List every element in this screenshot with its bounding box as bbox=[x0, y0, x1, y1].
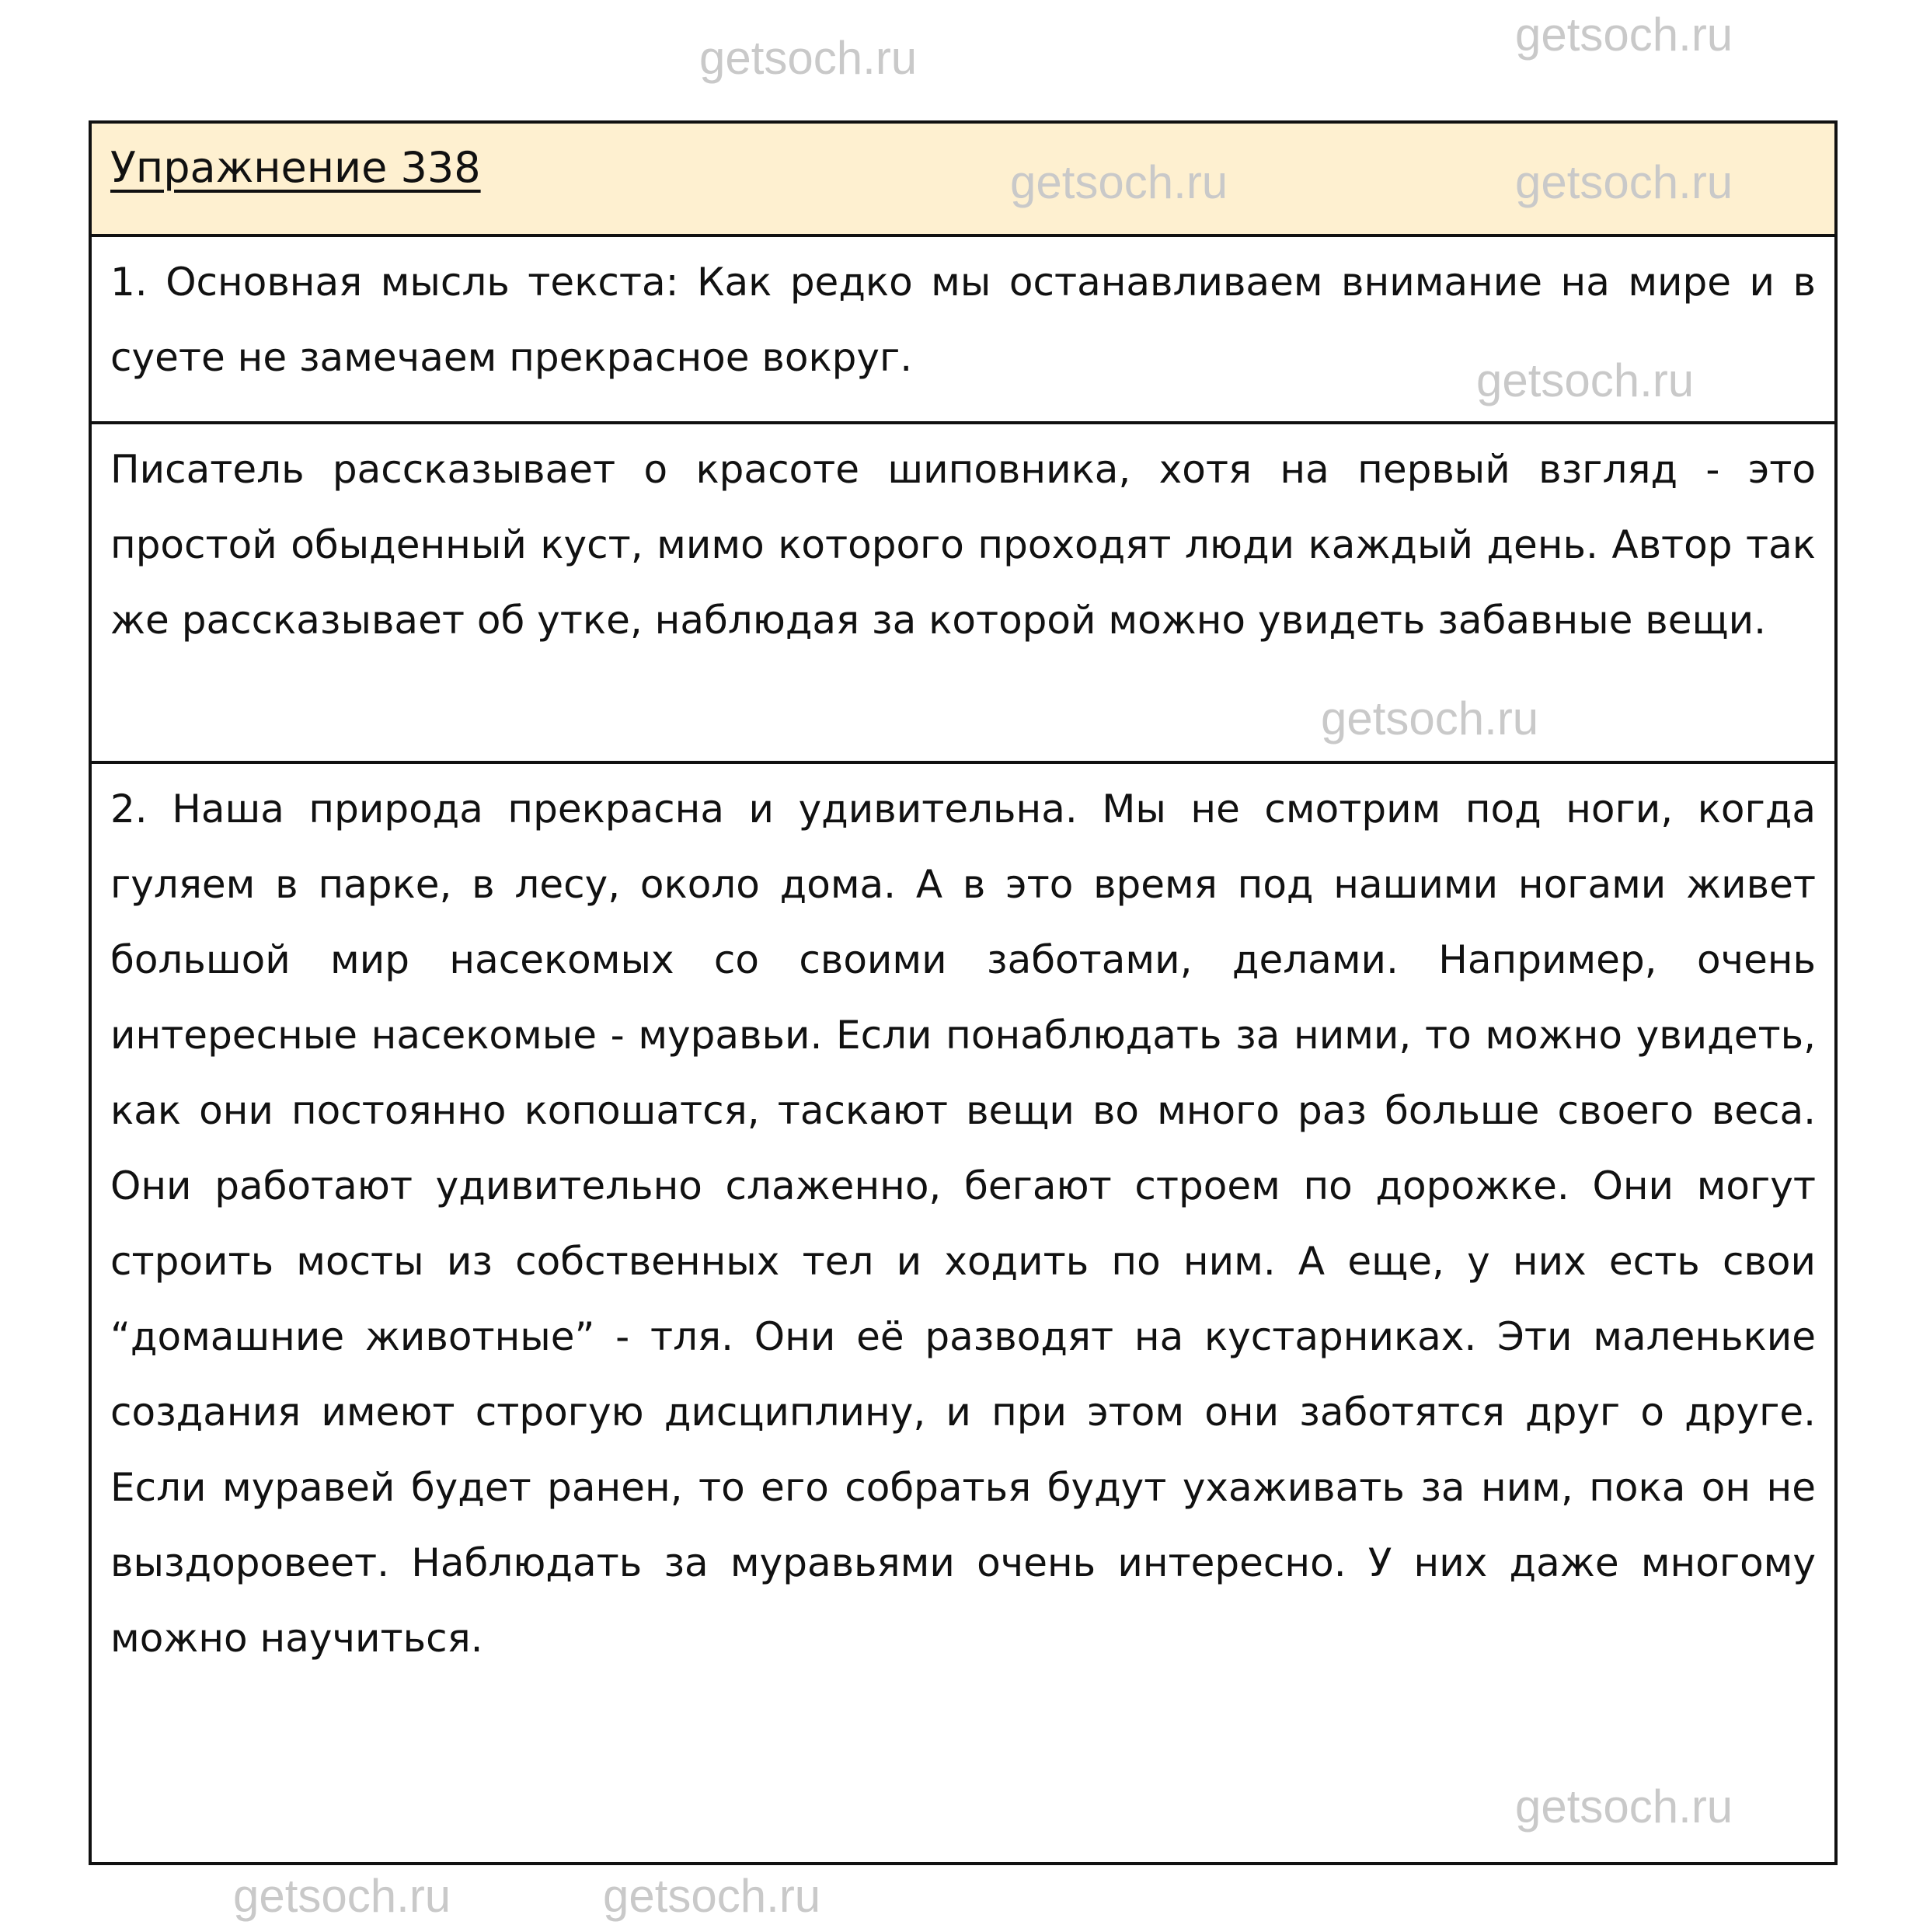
exercise-title: Упражнение 338 bbox=[110, 143, 481, 192]
watermark: getsoch.ru bbox=[1476, 354, 1695, 406]
answer-row-summary bbox=[92, 424, 1834, 764]
answer-text: 2. Наша природа прекрасна и удивительна. Мы не смотрим под ноги, когда гуляем в парке, в лесу, около дома. А в это время под нашими ногами живет большой мир насекомых со своими заботами, делами. Например, очень интересные насекомые - муравьи. Если понаблюдать за ними, то можно увидеть, как они постоянно копошатся, таскают вещи во много раз больше своего веса. Они работают удивительно слаженно, бегают строем по дорожке. Они могут строить мосты из собственных тел и ходить по ним. А еще, у них есть свои “домашние животные” - тля. Они её разводят на кустарниках. Эти маленькие создания имеют строгую дисциплину, и при этом они заботятся друг о друге. Если муравей будет ранен, то его собратья будут ухаживать за ним, пока он не выздоровеет. Наблюдать за муравьями очень интересно. У них даже многому можно научиться. bbox=[110, 786, 1816, 1661]
watermark: getsoch.ru bbox=[1010, 156, 1228, 208]
watermark: getsoch.ru bbox=[233, 1870, 451, 1922]
watermark: getsoch.ru bbox=[603, 1870, 821, 1922]
answer-row-main-idea bbox=[92, 237, 1834, 424]
watermark: getsoch.ru bbox=[1515, 1780, 1733, 1833]
answer-text: Писатель рассказывает о красоте шиповника, хотя на первый взгляд - это простой обыденный куст, мимо которого проходят люди каждый день. Автор так же рассказывает об утке, наблюдая за которой можно увидеть забавные вещи. bbox=[110, 447, 1816, 643]
watermark: getsoch.ru bbox=[699, 32, 918, 84]
exercise-table bbox=[89, 120, 1838, 1865]
answer-text: 1. Основная мысль текста: Как редко мы останавливаем внимание на мире и в суете не замечаем прекрасное вокруг. bbox=[110, 260, 1816, 380]
answer-row-essay bbox=[92, 764, 1834, 1862]
watermark: getsoch.ru bbox=[1321, 692, 1539, 745]
watermark: getsoch.ru bbox=[1515, 9, 1733, 61]
watermark: getsoch.ru bbox=[1515, 156, 1733, 208]
exercise-header bbox=[92, 124, 1834, 237]
